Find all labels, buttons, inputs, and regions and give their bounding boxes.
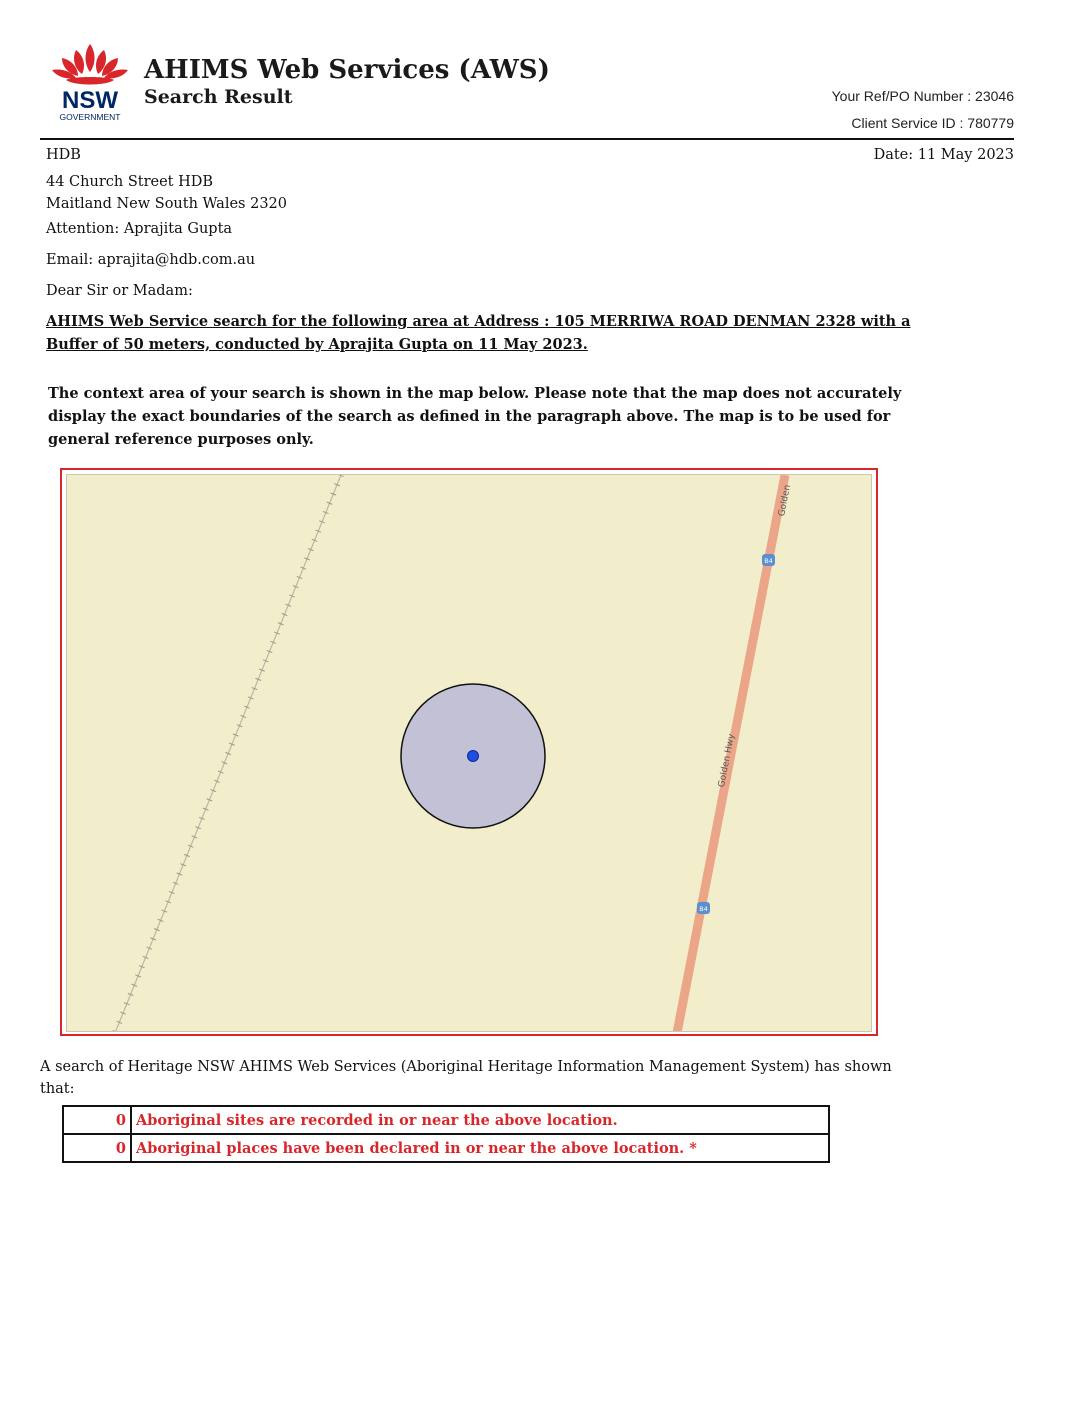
map-svg [67,475,872,1032]
road-label-golden-hwy: Golden Hwy [716,733,738,789]
route-shield-b4-south [697,902,710,914]
attention-line: Attention: Aprajita Gupta [46,221,233,237]
result-intro-line-1: A search of Heritage NSW AHIMS Web Services (Aboriginal Heritage Information Management System) has shown [40,1059,892,1075]
route-shield-label: B4 [764,557,773,565]
map-canvas[interactable] [66,474,872,1032]
railway-ties [115,475,341,1032]
places-count: 0 [63,1134,131,1162]
context-note-line-1: The context area of your search is shown in the map below. Please note that the map does not accurately [48,385,902,402]
client-service-id: Client Service ID : 780779 [851,115,1014,131]
route-shield-b4-north [762,554,775,566]
address-line-1: 44 Church Street HDB [46,174,214,190]
sites-count: 0 [63,1106,131,1134]
context-note-line-3: general reference purposes only. [48,431,314,448]
search-description-line-2: Buffer of 50 meters, conducted by Aprajita Gupta on 11 May 2023. [46,336,588,353]
result-table [62,1105,830,1163]
context-note-line-2: display the exact boundaries of the search as defined in the paragraph above. The map is to be used for [48,408,891,425]
search-area-map[interactable] [60,468,878,1036]
government-wordmark: GOVERNMENT [59,112,121,122]
search-location-point [468,751,479,762]
page-title: AHIMS Web Services (AWS) [144,55,550,85]
places-text: Aboriginal places have been declared in or near the above location. * [131,1134,829,1162]
salutation: Dear Sir or Madam: [46,283,193,299]
route-shield-label: B4 [699,905,708,913]
header-divider [40,138,1014,140]
table-row [63,1134,829,1162]
road-label-golden: Golden [777,483,793,518]
search-description-line-1: AHIMS Web Service search for the following area at Address : 105 MERRIWA ROAD DENMAN 2328 with a [46,313,911,330]
email-line: Email: aprajita@hdb.com.au [46,252,256,268]
letter-date: Date: 11 May 2023 [873,147,1014,163]
waratah-flower-icon [48,42,132,124]
result-intro-line-2: that: [40,1081,75,1097]
ref-po-number: Your Ref/PO Number : 23046 [831,88,1014,104]
address-line-2: Maitland New South Wales 2320 [46,196,287,212]
sites-text: Aboriginal sites are recorded in or near the above location. [131,1106,829,1134]
nsw-wordmark: NSW [62,87,118,114]
page-subtitle: Search Result [144,86,293,108]
nsw-government-logo [48,42,132,124]
company-name: HDB [46,147,81,163]
table-row [63,1106,829,1134]
